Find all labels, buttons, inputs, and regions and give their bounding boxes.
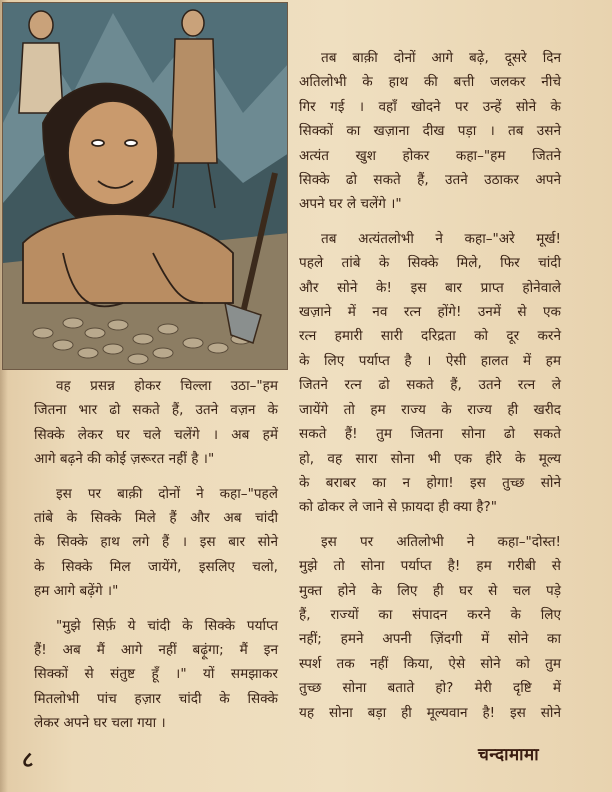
text-line: स्पर्श तक नहीं किया, ऐसे सोने को तुम [299,655,561,672]
text-line: यह सोना बड़ा ही मूल्यवान है! इस सोने [299,704,561,721]
text-line: तांबे के सिक्के मिले हैं और अब चांदी [34,510,278,527]
left-text-column [34,374,278,736]
right-text-column [299,46,561,725]
magazine-title: चन्दामामा [478,745,540,765]
text-line: मुक्त होने के लिए ही घर से चल पड़े [299,582,561,599]
text-line: अत्यंत खुश होकर कहा–"हम जितने [299,147,561,164]
text-line: सिक्के लेकर घर चले चलेंगे । अब हमें [34,426,278,443]
text-line: अतिलोभी के हाथ की बत्ती जलकर नीचे [299,74,561,91]
text-line: हम आगे बढ़ेंगे ।" [34,583,119,600]
text-line: तब बाक़ी दोनों आगे बढ़े, दूसरे दिन [321,50,561,66]
text-line: के बराबर का न होगा! इस तुच्छ सोने [299,474,561,491]
text-line: सकते हैं! तुम जितना सोना ढो सकते [299,426,561,443]
text-line: को ढोकर ले जाने से फ़ायदा ही क्या है?" [299,499,497,516]
text-line: नहीं; हमने अपनी ज़िंदगी में सोने का [299,631,561,648]
text-line: अपने घर ले चलेंगे ।" [299,196,402,213]
text-line: हैं! अब मैं आगे नहीं बढ़ूंगा; मैं इन [34,642,278,659]
text-line: हो, वह सारा सोना भी एक हीरे के मूल्य [299,450,561,467]
text-line: के सिक्के हाथ लगे हैं । इस बार सोने [34,534,278,551]
treasure-digging-illustration-icon [3,3,288,370]
text-line: सिक्कों से संतुष्ट हूँ ।" यों समझाकर [34,666,278,683]
page-number: ८ [22,748,34,773]
text-line: इस पर बाक़ी दोनों ने कहा–"पहले [56,485,278,502]
text-line: जायेंगे तो हम राज्य के राज्य ही खरीद [299,401,561,418]
text-line: लेकर अपने घर चला गया । [34,715,166,732]
text-line: के लिए पर्याप्त है । ऐसी हालत में हम [299,352,561,369]
text-line: और सोने के! इस बार प्राप्त होनेवाले [299,279,561,296]
text-line: जितना भार ढो सकते हैं, उतने वज़न के [34,402,278,419]
text-line: खज़ाने में नव रत्न होंगे! उनमें से एक [299,304,561,321]
text-line: मितलोभी पांच हज़ार चांदी के सिक्के [34,690,278,707]
text-line: सिक्कों का खज़ाना दीख पड़ा । तब उसने [299,123,561,140]
text-line: मुझे तो सोना पर्याप्त है! हम गरीबी से [299,558,561,575]
text-line: सिक्के ढो सकते हैं, उतने उठाकर अपने [299,172,561,189]
text-line: इस पर अतिलोभी ने कहा–"दोस्त! [321,533,561,550]
text-line: तब अत्यंतलोभी ने कहा–"अरे मूर्ख! [321,230,561,247]
text-line: वह प्रसन्न होकर चिल्ला उठा–"हम [56,378,278,394]
text-line: आगे बढ़ने की कोई ज़रूरत नहीं है ।" [34,451,215,468]
text-line: जितने रत्न ढो सकते हैं, उतने रत्न ले [299,377,561,394]
text-line: के सिक्के मिल जायेंगे, इसलिए चलो, [34,558,278,575]
text-line: तुच्छ सोना बताते हो? मेरी दृष्टि में [299,680,561,697]
text-line: पहले तांबे के सिक्के मिले, फिर चांदी [299,255,561,272]
text-line: हैं, राज्यों का संपादन करने के लिए [299,606,561,623]
text-line: रत्न हमारी सारी दरिद्रता को दूर करने [299,328,561,345]
text-line: गिर गई । वहाँ खोदने पर उन्हें सोने के [299,98,561,115]
story-illustration [2,2,288,370]
text-line: "मुझे सिर्फ़ ये चांदी के सिक्के पर्याप्त [56,617,278,634]
